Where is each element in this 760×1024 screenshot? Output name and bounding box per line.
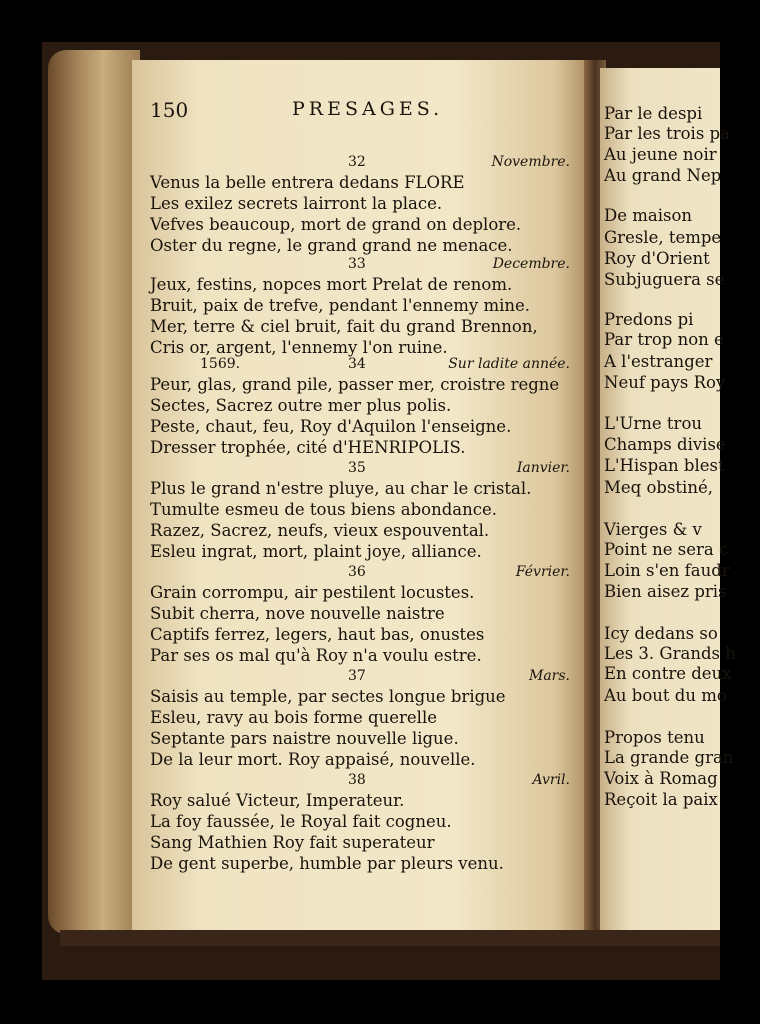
right-page-line: Roy d'Orient [604, 249, 710, 268]
quatrain-heading [150, 354, 570, 374]
right-page-line: Au jeune noir [604, 145, 717, 164]
verse-line: Venus la belle entrera dedans FLORE [150, 173, 465, 192]
right-page-line: Point ne sera c [604, 540, 729, 559]
verse-line: Esleu, ravy au bois forme querelle [150, 708, 437, 727]
right-page-line: Vierges & v [604, 520, 702, 539]
right-page-line: Par le despi [604, 104, 703, 123]
verse-line: De gent superbe, humble par pleurs venu. [150, 854, 504, 873]
right-page-line: Reçoit la paix [604, 790, 718, 809]
quatrain-heading [150, 458, 570, 478]
verse-line: Saisis au temple, par sectes longue brigue [150, 687, 506, 706]
verse-line: Plus le grand n'estre pluye, au char le cristal. [150, 479, 532, 498]
right-page-line: A l'estranger [604, 352, 713, 371]
quatrain-date: Avril. [532, 772, 570, 788]
quatrain-number: 34 [348, 356, 366, 372]
quatrain-heading [150, 770, 570, 790]
verse-line: Sang Mathien Roy fait superateur [150, 833, 435, 852]
running-head [150, 98, 570, 128]
quatrain [150, 152, 570, 256]
quatrain [150, 458, 570, 562]
verse-line: Septante pars naistre nouvelle ligue. [150, 729, 459, 748]
verse-line: Grain corrompu, air pestilent locustes. [150, 583, 475, 602]
verse-line: Roy salué Victeur, Imperateur. [150, 791, 405, 810]
right-page-line: Neuf pays Roy [604, 373, 726, 392]
right-page-line: La grande gran [604, 748, 734, 767]
verse-line: Oster du regne, le grand grand ne menace. [150, 236, 513, 255]
right-page-line: Par les trois pa [604, 124, 730, 143]
verse-line: Par ses os mal qu'à Roy n'a voulu estre. [150, 646, 482, 665]
quatrain-heading [150, 254, 570, 274]
quatrain [150, 254, 570, 358]
right-page-line: Voix à Romag [604, 769, 718, 788]
verse-line: Razez, Sacrez, neufs, vieux espouvental. [150, 521, 490, 540]
right-page-line: Les 3. Grands h [604, 644, 736, 663]
verse-line: Vefves beaucoup, mort de grand on deplore. [150, 215, 522, 234]
verse-line: Sectes, Sacrez outre mer plus polis. [150, 396, 452, 415]
quatrain-number: 38 [348, 772, 366, 788]
quatrain [150, 562, 570, 666]
right-page-line: De maison [604, 206, 693, 225]
verse-line: Esleu ingrat, mort, plaint joye, alliance. [150, 542, 482, 561]
quatrain-number: 36 [348, 564, 366, 580]
verse-line: Jeux, festins, nopces mort Prelat de renom. [150, 275, 513, 294]
right-page-line: Loin s'en faudr [604, 561, 730, 580]
right-page-line: Champs divise [604, 435, 726, 454]
right-page-line: Subjuguera se [604, 270, 725, 289]
verse-line: Cris or, argent, l'ennemy l'on ruine. [150, 338, 448, 357]
page-number: 150 [150, 98, 189, 122]
right-page-line: Au grand Nep [604, 166, 722, 185]
book-bottom [60, 930, 720, 946]
right-page-line: Bien aisez pris [604, 582, 727, 601]
verse-line: De la leur mort. Roy appaisé, nouvelle. [150, 750, 476, 769]
right-page-line: Au bout du mo [604, 686, 727, 705]
right-page-line: Icy dedans so [604, 624, 718, 643]
quatrain-number: 37 [348, 668, 366, 684]
quatrain-year: 1569. [200, 356, 241, 372]
right-page [600, 68, 736, 940]
quatrain-number: 33 [348, 256, 366, 272]
page-edges [48, 50, 140, 934]
verse-line: Mer, terre & ciel bruit, fait du grand Brennon, [150, 317, 538, 336]
verse-line: Bruit, paix de trefve, pendant l'ennemy mine. [150, 296, 531, 315]
quatrain [150, 354, 570, 458]
verse-line: Les exilez secrets lairront la place. [150, 194, 443, 213]
verse-line: Peur, glas, grand pile, passer mer, croistre regne [150, 375, 560, 394]
quatrain-date: Novembre. [491, 154, 570, 170]
quatrain-number: 35 [348, 460, 366, 476]
quatrain-heading [150, 152, 570, 172]
right-page-line: L'Urne trou [604, 414, 703, 433]
right-page-line: Gresle, tempe [604, 228, 722, 247]
quatrain-date: Février. [515, 564, 570, 580]
quatrain-date: Mars. [528, 668, 570, 684]
verse-line: Peste, chaut, feu, Roy d'Aquilon l'enseigne. [150, 417, 512, 436]
verse-line: Tumulte esmeu de tous biens abondance. [150, 500, 497, 519]
quatrain-date: Decembre. [492, 256, 570, 272]
right-page-line: Predons pi [604, 310, 694, 329]
quatrain [150, 666, 570, 770]
right-page-line: L'Hispan blest [604, 456, 725, 475]
right-page-line: Par trop non e [604, 330, 724, 349]
verse-line: Dresser trophée, cité d'HENRIPOLIS. [150, 438, 466, 457]
quatrain-number: 32 [348, 154, 366, 170]
right-page-line: Propos tenu [604, 728, 705, 747]
right-page-line: Meq obstiné, [604, 478, 713, 497]
running-title: PRESAGES. [292, 98, 444, 120]
quatrain-date: Ianvier. [516, 460, 570, 476]
verse-line: Subit cherra, nove nouvelle naistre [150, 604, 445, 623]
quatrain [150, 770, 570, 874]
verse-line: Captifs ferrez, legers, haut bas, onustes [150, 625, 485, 644]
quatrain-heading [150, 666, 570, 686]
verse-line: La foy faussée, le Royal fait cogneu. [150, 812, 452, 831]
quatrain-date: Sur ladite année. [448, 356, 570, 372]
right-page-line: En contre deux [604, 664, 732, 683]
quatrain-heading [150, 562, 570, 582]
